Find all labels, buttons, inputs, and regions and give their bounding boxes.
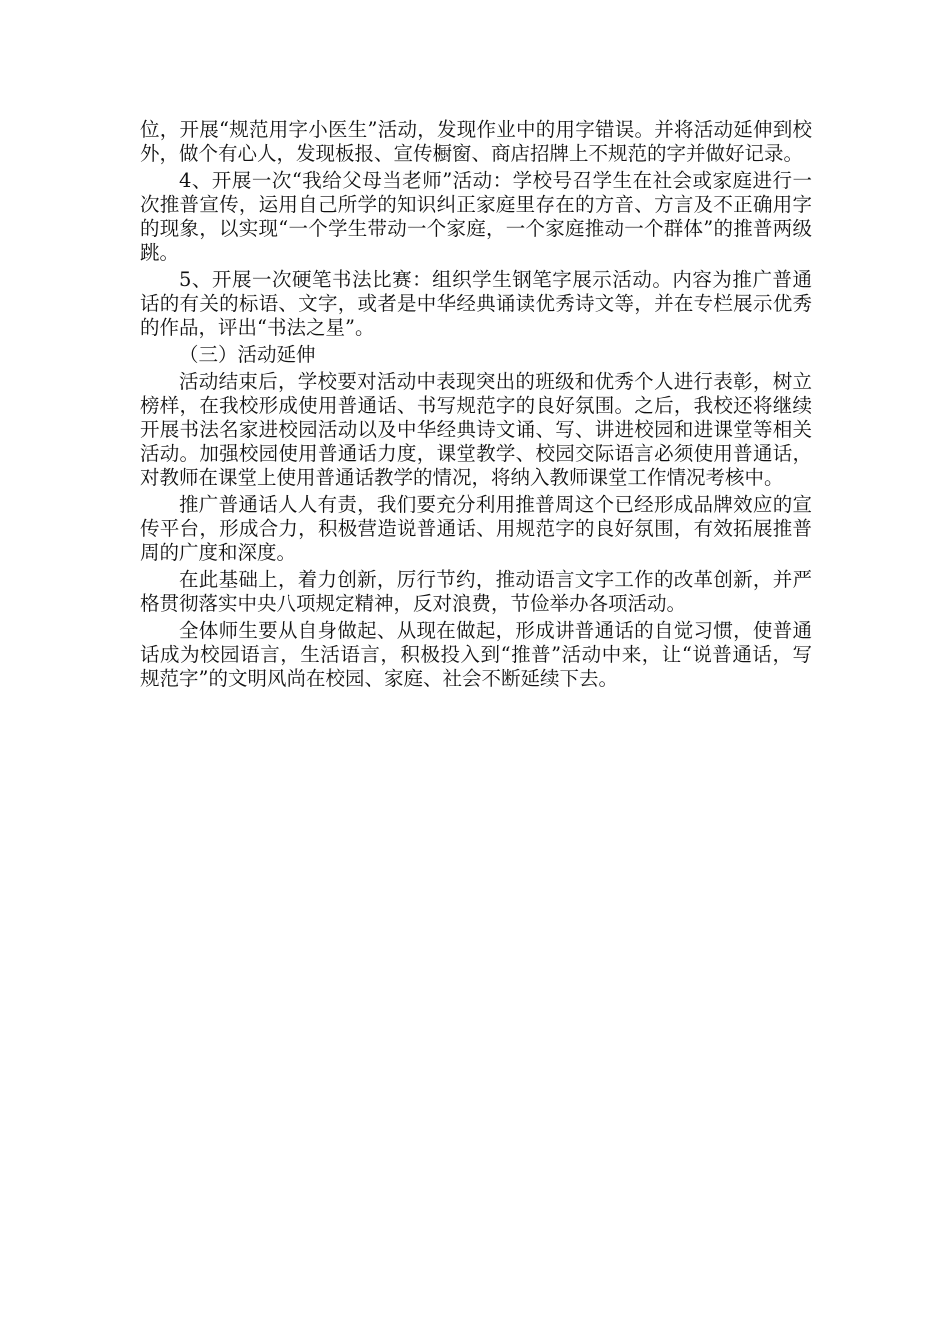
document-body (140, 118, 812, 694)
paragraph-item-4: 4、开展一次“我给父母当老师”活动：学校号召学生在社会或家庭进行一次推普宣传，运用自己所学的知识纠正家庭里存在的方音、方言及不正确用字的现象，以实现“一个学生带动一个家庭，一个家庭推动一个群体”的推普两级跳。 (140, 169, 812, 264)
paragraph-innovation: 在此基础上，着力创新，厉行节约，推动语言文字工作的改革创新，并严格贯彻落实中央八项规定精神，反对浪费，节俭举办各项活动。 (140, 568, 812, 615)
paragraph-responsibility: 推广普通话人人有责，我们要充分利用推普周这个已经形成品牌效应的宣传平台，形成合力，积极营造说普通话、用规范字的良好氛围，有效拓展推普周的广度和深度。 (140, 493, 812, 564)
section-heading-activity-extension: （三）活动延伸 (179, 343, 316, 366)
paragraph-continuation: 位，开展“规范用字小医生”活动，发现作业中的用字错误。并将活动延伸到校外，做个有心人，发现板报、宣传橱窗、商店招牌上不规范的字并做好记录。 (140, 118, 812, 165)
paragraph-conclusion: 全体师生要从自身做起、从现在做起，形成讲普通话的自觉习惯，使普通话成为校园语言，生活语言，积极投入到“推普”活动中来，让“说普通话，写规范字”的文明风尚在校园、家庭、社会不断延续下去。 (140, 619, 812, 690)
paragraph-item-5: 5、开展一次硬笔书法比赛：组织学生钢笔字展示活动。内容为推广普通话的有关的标语、文字，或者是中华经典诵读优秀诗文等，并在专栏展示优秀的作品，评出“书法之星”。 (140, 268, 812, 339)
paragraph-after-activity: 活动结束后，学校要对活动中表现突出的班级和优秀个人进行表彰，树立榜样，在我校形成使用普通话、书写规范字的良好氛围。之后，我校还将继续开展书法名家进校园活动以及中华经典诗文诵、写、讲进校园和进课堂等相关活动。加强校园使用普通话力度，课堂教学、校园交际语言必须使用普通话，对教师在课堂上使用普通话教学的情况，将纳入教师课堂工作情况考核中。 (140, 370, 812, 489)
